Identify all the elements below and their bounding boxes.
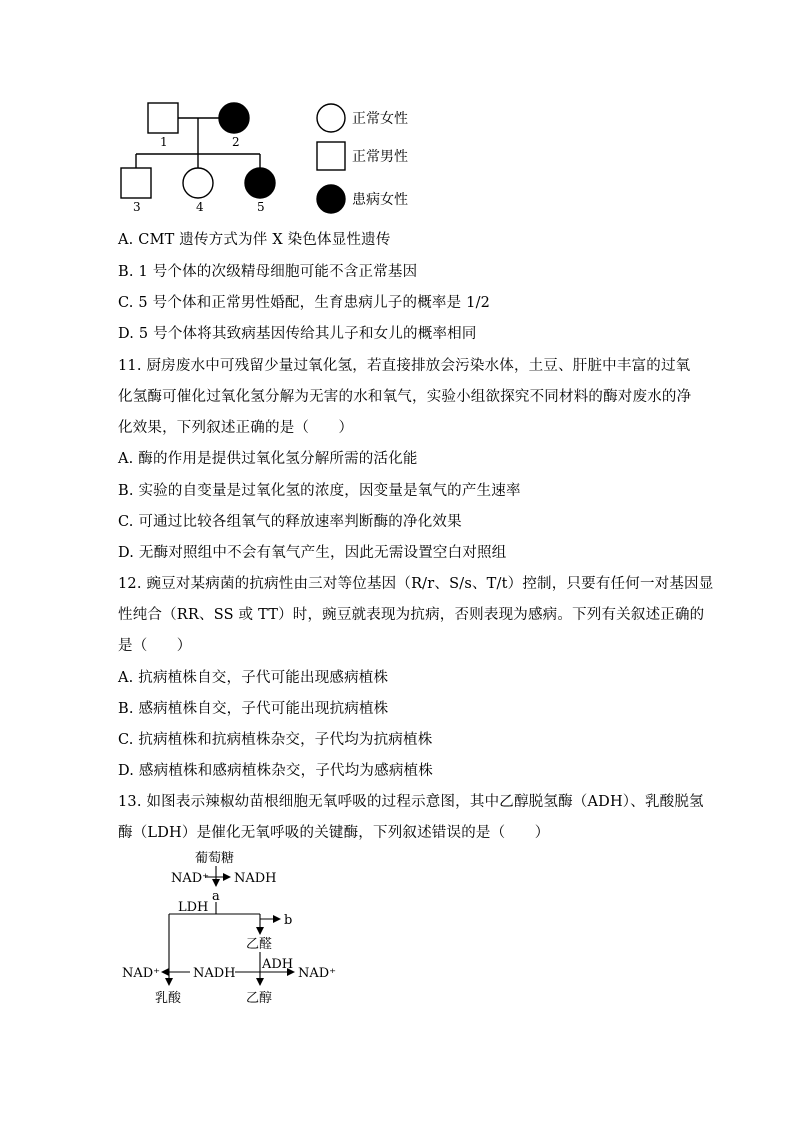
nadh-mid-label: NADH [193,966,236,981]
option-11d: D. 无酶对照组中不会有氧气产生，因此无需设置空白对照组 [118,545,507,561]
id-5: 5 [257,200,265,214]
nadh-top-label: NADH [234,871,277,886]
legend-affected-female: 患病女性 [352,192,408,208]
question-11-line-1: 11. 厨房废水中可残留少量过氧化氢，若直接排放会污染水体，土豆、肝脏中丰富的过氧 [118,358,691,374]
adh-label: ADH [262,957,294,972]
option-12c: C. 抗病植株和抗病植株杂交，子代均为抗病植株 [118,732,433,748]
option-10a: A. CMT 遗传方式为伴 X 染色体显性遗传 [118,232,391,248]
question-12-line-2: 性纯合（RR、SS 或 TT）时，豌豆就表现为抗病，否则表现为感病。下列有关叙述正确的 [118,607,705,623]
individual-4-female [183,168,213,198]
legend-normal-female: 正常女性 [352,111,408,127]
id-1: 1 [160,135,168,149]
individual-5-affected-female [245,168,275,198]
nad-right-label: NAD⁺ [298,966,337,981]
nad-left-label: NAD⁺ [122,966,161,981]
question-12-line-1: 12. 豌豆对某病菌的抗病性由三对等位基因（R/r、S/s、T/t）控制，只要有任何一对基因显 [118,576,714,592]
option-11a: A. 酶的作用是提供过氧化氢分解所需的活化能 [118,451,418,467]
ldh-label: LDH [178,900,209,915]
option-11c: C. 可通过比较各组氧气的释放速率判断酶的净化效果 [118,514,462,530]
option-10b: B. 1 号个体的次级精母细胞可能不含正常基因 [118,264,418,280]
option-10d: D. 5 号个体将其致病基因传给其儿子和女儿的概率相同 [118,326,477,342]
option-12a: A. 抗病植株自交，子代可能出现感病植株 [118,670,389,686]
legend-normal-male: 正常男性 [352,149,408,165]
question-11-line-2: 化氢酶可催化过氧化氢分解为无害的水和氧气，实验小组欲探究不同材料的酶对废水的净 [118,389,692,405]
acetaldehyde-label: 乙醛 [246,937,273,952]
legend-affected-female-symbol [317,185,345,213]
individual-3-male [121,168,151,198]
legend-normal-male-symbol [317,142,345,170]
glucose-label: 葡萄糖 [195,851,235,866]
nad-top-label: NAD⁺ [171,871,210,886]
option-12b: B. 感病植株自交，子代可能出现抗病植株 [118,701,389,717]
option-10c: C. 5 号个体和正常男性婚配，生育患病儿子的概率是 1/2 [118,295,491,311]
intermediate-a-label: a [212,889,220,904]
lactate-label: 乳酸 [155,991,182,1006]
id-2: 2 [232,135,240,149]
individual-1-male [148,103,178,133]
legend-normal-female-symbol [317,104,345,132]
id-4: 4 [196,200,204,214]
pedigree-diagram [0,0,794,230]
product-b-label: b [284,913,293,928]
option-12d: D. 感病植株和感病植株杂交，子代均为感病植株 [118,763,433,779]
individual-2-affected-female [219,103,249,133]
question-13-line-2: 酶（LDH）是催化无氧呼吸的关键酶，下列叙述错误的是（ ） [118,825,550,841]
id-3: 3 [133,200,141,214]
option-11b: B. 实验的自变量是过氧化氢的浓度，因变量是氧气的产生速率 [118,483,521,499]
ethanol-label: 乙醇 [246,991,273,1006]
question-12-line-3: 是（ ） [118,638,192,654]
question-13-line-1: 13. 如图表示辣椒幼苗根细胞无氧呼吸的过程示意图，其中乙醇脱氢酶（ADH）、乳酸脱氢 [118,794,704,810]
question-11-line-3: 化效果，下列叙述正确的是（ ） [118,420,354,436]
